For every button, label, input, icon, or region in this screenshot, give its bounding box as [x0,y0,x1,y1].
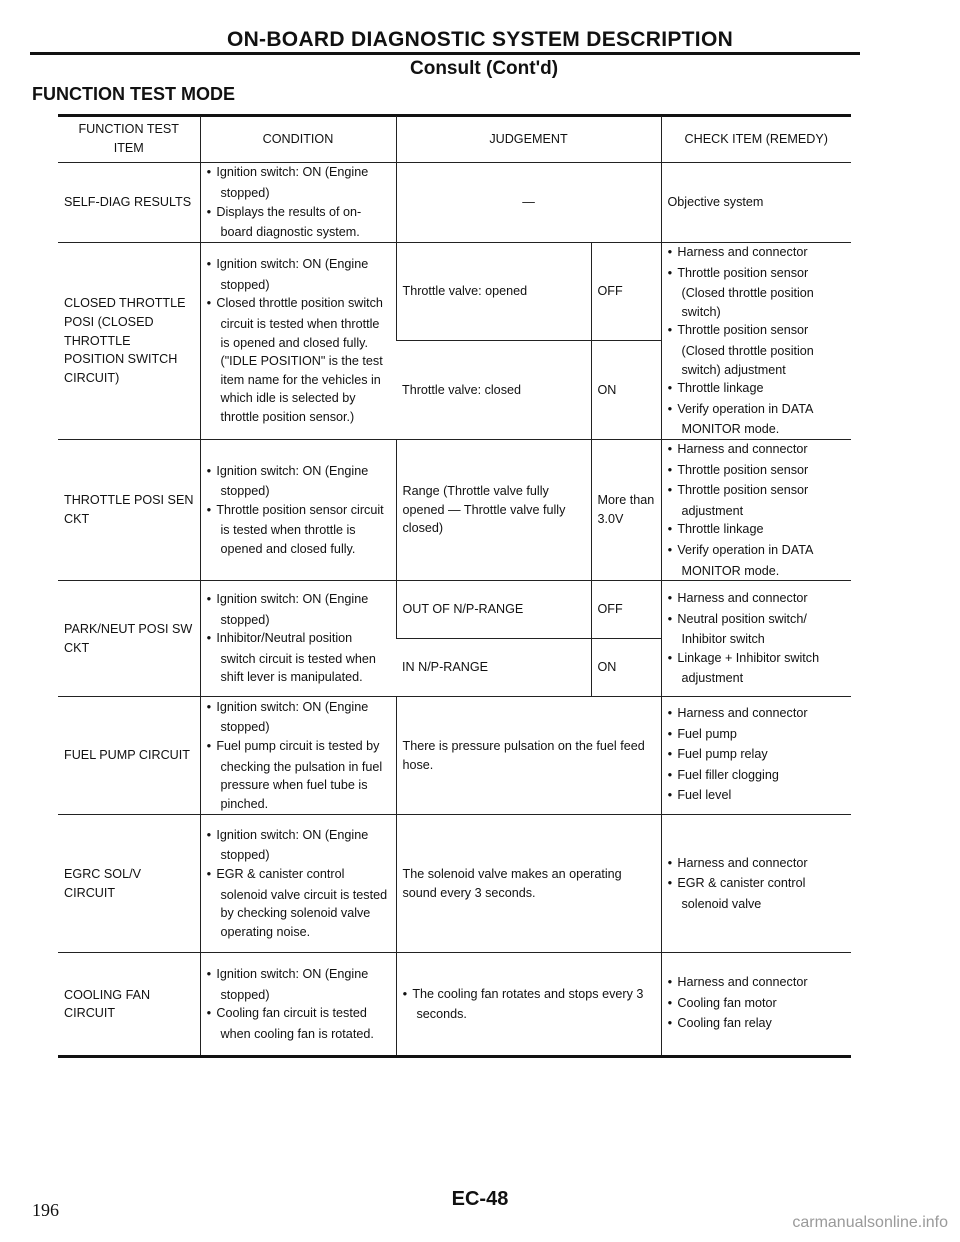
header-judgement: JUDGEMENT [396,116,661,163]
check-line: ● Throttle linkage [668,379,846,400]
check-line: ● Throttle position sensor (Closed throttle position switch) adjustment [668,321,846,379]
function-test-table [58,116,851,1058]
row-judgement [396,953,661,1057]
condition-line: ● Ignition switch: ON (Engine stopped) [207,698,390,737]
check-line: ● Fuel level [668,786,846,807]
row-item: CLOSED THROTTLE POSI (CLOSED THROTTLE POSITION SWITCH CIRCUIT) [58,243,200,440]
table-row [58,163,851,243]
row-condition [200,581,396,697]
check-line: ● Verify operation in DATA MONITOR mode. [668,400,846,439]
header-rule [30,52,860,55]
check-line: ● Harness and connector [668,589,846,610]
check-line: ● Throttle linkage [668,520,846,541]
page-number: 196 [32,1200,59,1220]
row-condition [200,815,396,953]
header-condition: CONDITION [200,116,396,163]
row-check [661,697,851,815]
table-row [58,697,851,815]
row-judgement: Range (Throttle valve fully opened — Throttle valve fully closed) [396,439,591,580]
table-row [58,815,851,953]
check-line: ● Fuel pump [668,725,846,746]
row-judgement: IN N/P-RANGE [396,639,591,697]
row-result: ON [591,341,661,439]
row-result: More than 3.0V [591,439,661,580]
row-result: ON [591,639,661,697]
page-subtitle: Consult (Cont'd) [410,58,559,79]
page-code: EC-48 [451,1188,509,1210]
row-item: SELF-DIAG RESULTS [58,163,200,243]
judgement-line: ● The cooling fan rotates and stops every 3 seconds. [403,985,655,1024]
check-line: ● Verify operation in DATA MONITOR mode. [668,541,846,580]
check-line: ● Neutral position switch/ Inhibitor switch [668,610,846,649]
row-check [661,953,851,1057]
row-judgement: Throttle valve: closed [396,341,591,439]
row-check [661,439,851,580]
condition-line: ● Ignition switch: ON (Engine stopped) [207,255,390,294]
condition-line: ● Ignition switch: ON (Engine stopped) [207,826,390,865]
table-row [58,439,851,580]
row-judgement: The solenoid valve makes an operating sound every 3 seconds. [396,815,661,953]
header-check-item: CHECK ITEM (REMEDY) [661,116,851,163]
check-line: ● Throttle position sensor adjustment [668,481,846,520]
table-row [58,581,851,639]
check-line: ● Harness and connector [668,973,846,994]
check-line: ● Throttle position sensor [668,461,846,482]
condition-line: ● Fuel pump circuit is tested by checking the pulsation in fuel pressure when fuel tube is pinched. [207,737,390,813]
row-result: OFF [591,243,661,341]
condition-line: ● Ignition switch: ON (Engine stopped) [207,462,390,501]
row-check [661,243,851,440]
page-title: ON-BOARD DIAGNOSTIC SYSTEM DESCRIPTION [226,28,734,51]
condition-line: ● Cooling fan circuit is tested when cooling fan is rotated. [207,1004,390,1043]
row-check [661,815,851,953]
row-judgement: — [396,163,661,243]
check-line: ● Throttle position sensor (Closed throttle position switch) [668,264,846,322]
row-item: COOLING FAN CIRCUIT [58,953,200,1057]
check-line: ● Cooling fan relay [668,1014,846,1035]
check-line: ● Harness and connector [668,440,846,461]
check-line: ● Harness and connector [668,854,846,875]
row-judgement: OUT OF N/P-RANGE [396,581,591,639]
row-check: Objective system [661,163,851,243]
row-judgement: Throttle valve: opened [396,243,591,341]
row-judgement: There is pressure pulsation on the fuel feed hose. [396,697,661,815]
condition-line: ● Ignition switch: ON (Engine stopped) [207,965,390,1004]
row-condition [200,243,396,440]
row-condition [200,953,396,1057]
watermark: carmanualsonline.info [792,1214,948,1231]
condition-line: ● Displays the results of on-board diagnostic system. [207,203,390,242]
condition-line: ● Ignition switch: ON (Engine stopped) [207,590,390,629]
header-function-test-item: FUNCTION TEST ITEM [58,116,200,163]
row-item: THROTTLE POSI SEN CKT [58,439,200,580]
row-item: FUEL PUMP CIRCUIT [58,697,200,815]
check-line: ● Harness and connector [668,704,846,725]
condition-line: ● EGR & canister control solenoid valve circuit is tested by checking solenoid valve operating noise. [207,865,390,941]
table-row [58,243,851,341]
condition-line: ● Ignition switch: ON (Engine stopped) [207,163,390,202]
check-line: ● Linkage + Inhibitor switch adjustment [668,649,846,688]
row-item: EGRC SOL/V CIRCUIT [58,815,200,953]
row-condition [200,697,396,815]
condition-line: ● Closed throttle position switch circuit is tested when throttle is opened and closed fully. ("IDLE POSITION" is the test item name for the vehicles in which idle is selected by throttle position sensor.) [207,294,390,426]
row-condition [200,439,396,580]
condition-line: ● Inhibitor/Neutral position switch circuit is tested when shift lever is manipulated. [207,629,390,687]
table-header-row [58,116,851,163]
check-line: ● Fuel pump relay [668,745,846,766]
check-line: ● EGR & canister control solenoid valve [668,874,846,913]
check-line: ● Fuel filler clogging [668,766,846,787]
check-line: ● Harness and connector [668,243,846,264]
condition-line: ● Throttle position sensor circuit is tested when throttle is opened and closed fully. [207,501,390,559]
row-result: OFF [591,581,661,639]
table-row [58,953,851,1057]
row-check [661,581,851,697]
row-condition [200,163,396,243]
check-line: ● Cooling fan motor [668,994,846,1015]
row-item: PARK/NEUT POSI SW CKT [58,581,200,697]
section-title: FUNCTION TEST MODE [32,84,235,104]
